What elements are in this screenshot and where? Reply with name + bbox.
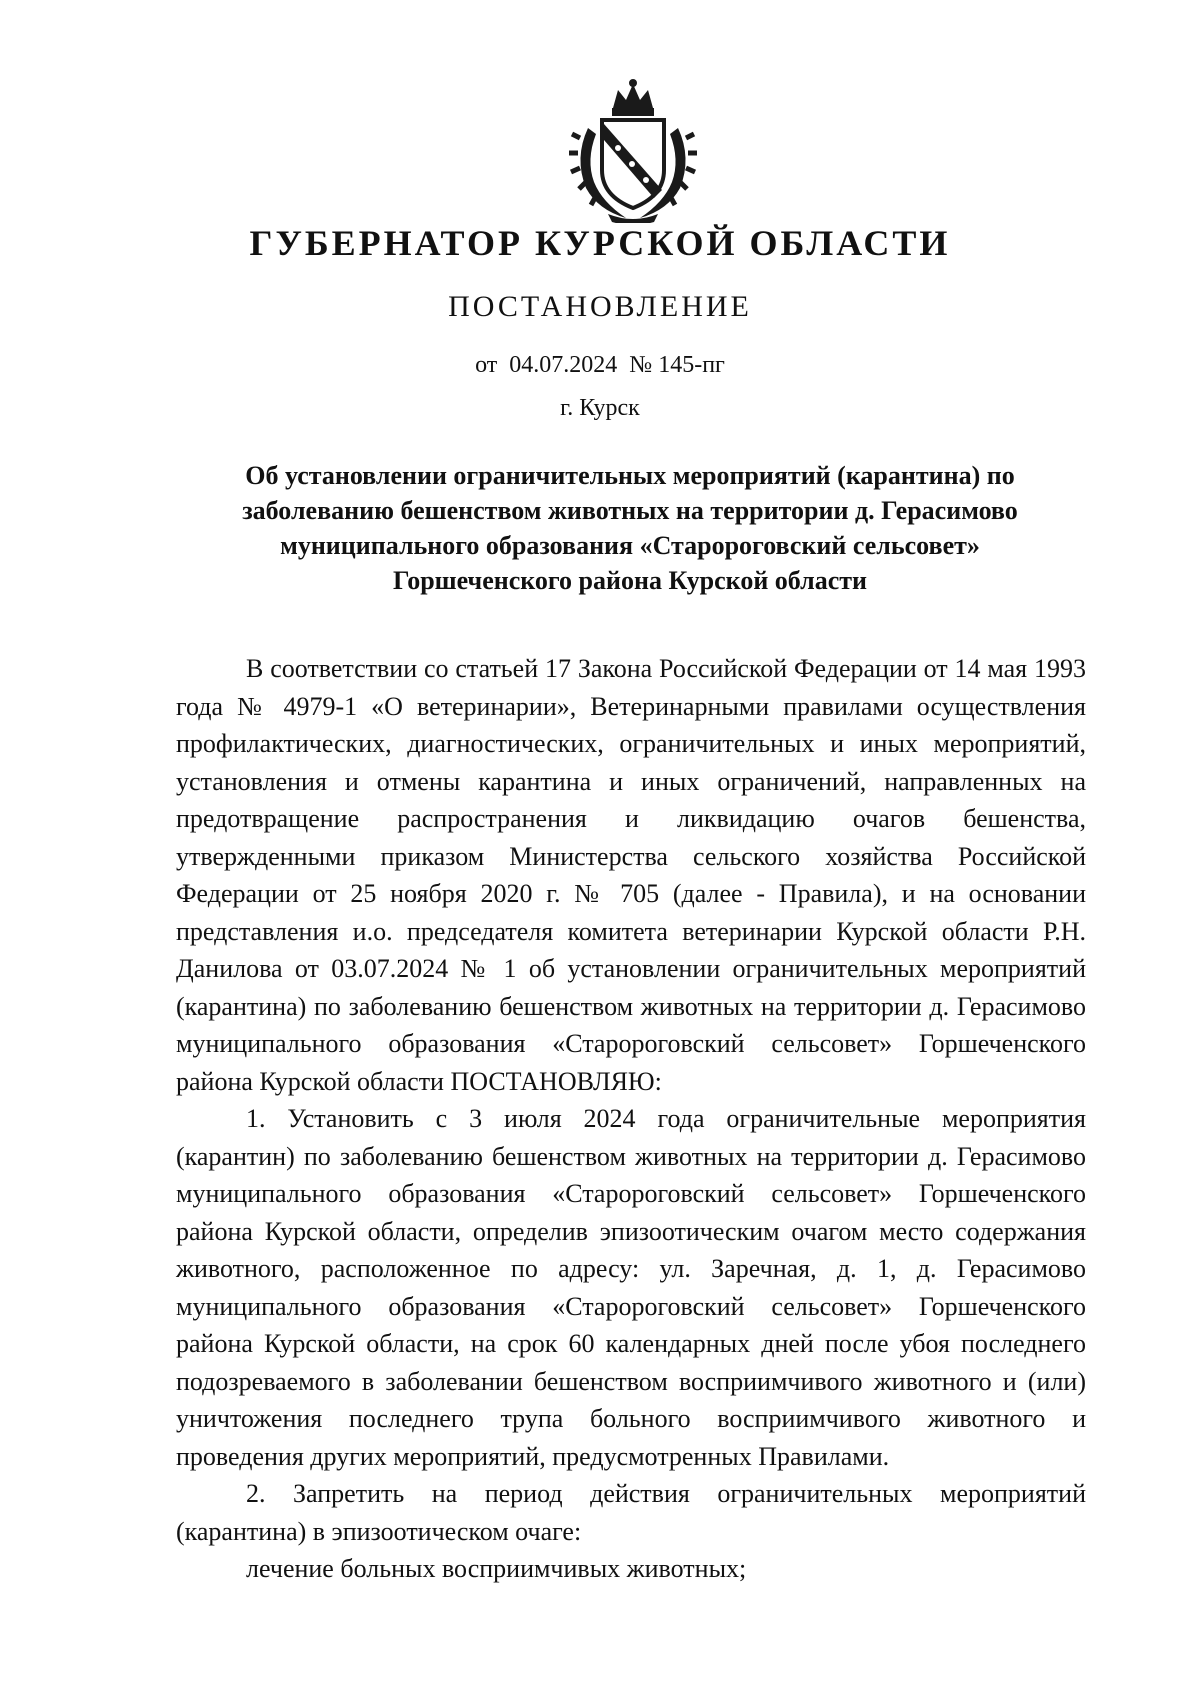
document-subject: Об установлении ограничительных мероприятий (карантина) по заболеванию бешенством животных на территории д. Герасимово муниципального образования «Старороговский сельсовет» Горшеченского района Курской области [242, 461, 1018, 595]
clause-2-paragraph: 2. Запретить на период действия ограничительных мероприятий (карантина) в эпизоотическом очаге: [176, 1479, 1086, 1546]
clause-1-paragraph: 1. Установить с 3 июля 2024 года ограничительные мероприятия (карантин) по заболеванию бешенством животных на территории д. Герасимово муниципального образования «Старороговский сельсовет» Горшеченского района Курской области, определив эпизоотическим очагом место содержания животного, расположенное по адресу: ул. Заречная, д. 1, д. Герасимово муниципального образования «Старороговский сельсовет» Горшеченского района Курской области, на срок 60 календарных дней после убоя последнего подозреваемого в заболевании бешенством восприимчивого животного и (или) уничтожения последнего трупа больного восприимчивого животного и проведения других мероприятий, предусмотренных Правилами. [176, 1104, 1086, 1471]
document-type: ПОСТАНОВЛЕНИЕ [448, 290, 752, 323]
clause-2-item: лечение больных восприимчивых животных; [246, 1554, 747, 1583]
document-place: г. Курск [560, 395, 640, 421]
document-date-number: от 04.07.2024 № 145-пг [475, 352, 725, 378]
coat-of-arms-icon [568, 78, 698, 223]
preamble-paragraph: В соответствии со статьей 17 Закона Российской Федерации от 14 мая 1993 года № 4979-1 «О ветеринарии», Ветеринарными правилами осуществления профилактических, диагностических, ограничительных и иных мероприятий, установления и отмены карантина и иных ограничений, направленных на предотвращение распространения и ликвидацию очагов бешенства, утвержденными приказом Министерства сельского хозяйства Российской Федерации от 25 ноября 2020 г. № 705 (далее - Правила), и на основании представления и.о. председателя комитета ветеринарии Курской области Р.Н. Данилова от 03.07.2024 № 1 об установлении ограничительных мероприятий (карантина) по заболеванию бешенством животных на территории д. Герасимово муниципального образования «Старороговский сельсовет» Горшеченского района Курской области ПОСТАНОВЛЯЮ: [176, 654, 1086, 1096]
authority-title: ГУБЕРНАТОР КУРСКОЙ ОБЛАСТИ [249, 223, 951, 263]
document-body [176, 650, 1086, 1588]
